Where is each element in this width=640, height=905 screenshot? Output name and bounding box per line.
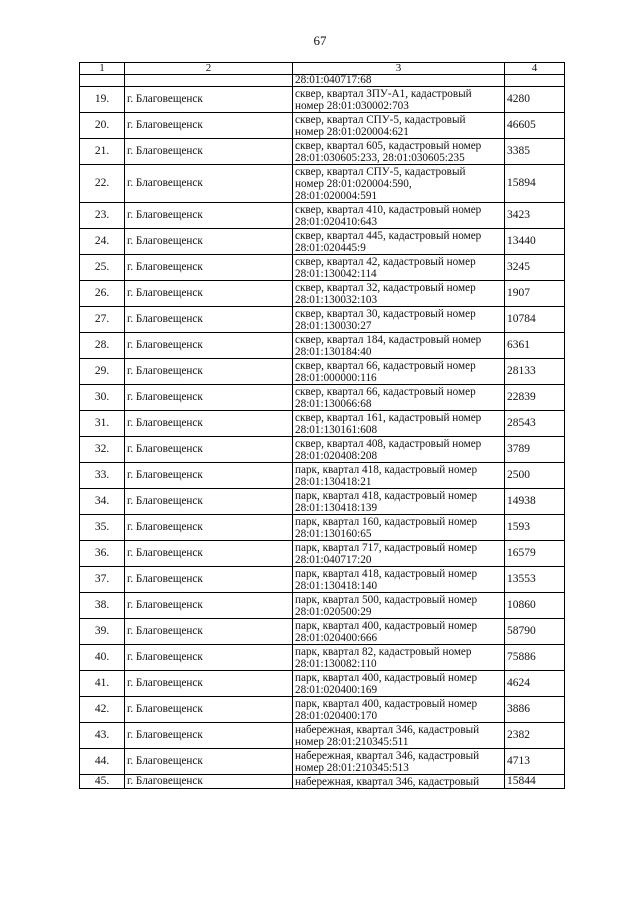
row-number: 23. xyxy=(80,203,125,229)
row-description xyxy=(293,359,505,385)
row-city: г. Благовещенск xyxy=(125,671,293,697)
row-city: г. Благовещенск xyxy=(125,645,293,671)
row-city: г. Благовещенск xyxy=(125,203,293,229)
row-city: г. Благовещенск xyxy=(125,619,293,645)
table-row xyxy=(80,775,565,789)
description-line: парк, квартал 418, кадастровый номер xyxy=(295,489,478,502)
table-row xyxy=(80,749,565,775)
row-number: 32. xyxy=(80,437,125,463)
row-number: 34. xyxy=(80,489,125,515)
row-area: 28543 xyxy=(505,411,565,437)
description-line: парк, квартал 418, кадастровый номер xyxy=(295,463,478,476)
continuation-row xyxy=(80,75,565,87)
column-number: 3 xyxy=(293,63,505,75)
row-city: г. Благовещенск xyxy=(125,411,293,437)
row-city: г. Благовещенск xyxy=(125,333,293,359)
row-description xyxy=(293,593,505,619)
description-line: 28:01:130160:65 xyxy=(295,527,372,540)
row-number: 37. xyxy=(80,567,125,593)
empty-cell xyxy=(80,75,125,87)
row-area: 1907 xyxy=(505,281,565,307)
row-number: 22. xyxy=(80,165,125,203)
row-city: г. Благовещенск xyxy=(125,437,293,463)
row-description xyxy=(293,411,505,437)
description-line: 28:01:000000:116 xyxy=(295,371,377,384)
row-area: 15844 xyxy=(505,775,565,789)
row-city: г. Благовещенск xyxy=(125,749,293,775)
description-line: сквер, квартал 410, кадастровый номер xyxy=(295,203,482,216)
description-line: сквер, квартал 30, кадастровый номер xyxy=(295,307,476,320)
row-area: 13440 xyxy=(505,229,565,255)
column-number: 2 xyxy=(125,63,293,75)
description-line: набережная, квартал 346, кадастровый xyxy=(295,749,480,762)
row-city: г. Благовещенск xyxy=(125,165,293,203)
row-number: 21. xyxy=(80,139,125,165)
row-area: 16579 xyxy=(505,541,565,567)
row-number: 24. xyxy=(80,229,125,255)
description-line: набережная, квартал 346, кадастровый xyxy=(295,723,480,736)
description-line: сквер, квартал 161, кадастровый номер xyxy=(295,411,482,424)
row-number: 25. xyxy=(80,255,125,281)
description-line: парк, квартал 400, кадастровый номер xyxy=(295,671,478,684)
row-description xyxy=(293,333,505,359)
empty-cell xyxy=(505,75,565,87)
description-line: сквер, квартал 42, кадастровый номер xyxy=(295,255,476,268)
column-number: 1 xyxy=(80,63,125,75)
row-description xyxy=(293,489,505,515)
description-line: 28:01:130418:139 xyxy=(295,501,378,514)
row-number: 19. xyxy=(80,87,125,113)
row-city: г. Благовещенск xyxy=(125,515,293,541)
description-line: сквер, квартал СПУ-5, кадастровый xyxy=(295,165,466,178)
table-row xyxy=(80,541,565,567)
row-area: 1593 xyxy=(505,515,565,541)
table-row xyxy=(80,307,565,333)
table-row xyxy=(80,359,565,385)
description-line: 28:01:020400:666 xyxy=(295,631,378,644)
table-row xyxy=(80,411,565,437)
description-line: 28:01:020004:591 xyxy=(295,189,378,202)
row-description xyxy=(293,645,505,671)
table-row xyxy=(80,281,565,307)
description-line: 28:01:130066:68 xyxy=(295,397,372,410)
row-description xyxy=(293,749,505,775)
row-city: г. Благовещенск xyxy=(125,113,293,139)
description-line: 28:01:130418:21 xyxy=(295,475,372,488)
row-number: 28. xyxy=(80,333,125,359)
description-line: сквер, квартал 408, кадастровый номер xyxy=(295,437,482,450)
row-description xyxy=(293,307,505,333)
row-area: 3245 xyxy=(505,255,565,281)
row-city: г. Благовещенск xyxy=(125,87,293,113)
row-number: 30. xyxy=(80,385,125,411)
description-line: парк, квартал 418, кадастровый номер xyxy=(295,567,478,580)
page-number: 67 xyxy=(313,33,327,48)
row-city: г. Благовещенск xyxy=(125,723,293,749)
description-line: 28:01:040717:20 xyxy=(295,553,372,566)
description-line: 28:01:030605:233, 28:01:030605:235 xyxy=(295,151,465,164)
row-number: 26. xyxy=(80,281,125,307)
row-city: г. Благовещенск xyxy=(125,281,293,307)
row-area: 3886 xyxy=(505,697,565,723)
row-description xyxy=(293,255,505,281)
row-city: г. Благовещенск xyxy=(125,359,293,385)
description-line: 28:01:020400:170 xyxy=(295,709,378,722)
description-line: сквер, квартал 605, кадастровый номер xyxy=(295,139,482,152)
row-area: 46605 xyxy=(505,113,565,139)
row-number: 27. xyxy=(80,307,125,333)
description-line: сквер, квартал 66, кадастровый номер xyxy=(295,385,476,398)
row-description xyxy=(293,437,505,463)
table-row xyxy=(80,255,565,281)
row-description xyxy=(293,229,505,255)
row-city: г. Благовещенск xyxy=(125,463,293,489)
description-line: сквер, квартал 445, кадастровый номер xyxy=(295,229,482,242)
table-row xyxy=(80,333,565,359)
row-city: г. Благовещенск xyxy=(125,307,293,333)
column-number: 4 xyxy=(505,63,565,75)
description-line: номер 28:01:020004:621 xyxy=(295,125,409,138)
description-line: 28:01:130082:110 xyxy=(295,657,377,670)
table-row xyxy=(80,723,565,749)
row-description xyxy=(293,671,505,697)
description-line: сквер, квартал 32, кадастровый номер xyxy=(295,281,476,294)
row-city: г. Благовещенск xyxy=(125,593,293,619)
table-row xyxy=(80,463,565,489)
row-description xyxy=(293,567,505,593)
column-number-row xyxy=(80,63,565,75)
row-area: 15894 xyxy=(505,165,565,203)
description-line: 28:01:020500:29 xyxy=(295,605,372,618)
row-number: 33. xyxy=(80,463,125,489)
row-city: г. Благовещенск xyxy=(125,489,293,515)
description-line: номер 28:01:030002:703 xyxy=(295,99,409,112)
description-line: набережная, квартал 346, кадастровый xyxy=(295,775,480,788)
row-area: 3423 xyxy=(505,203,565,229)
row-city: г. Благовещенск xyxy=(125,567,293,593)
row-number: 43. xyxy=(80,723,125,749)
row-description xyxy=(293,515,505,541)
row-description xyxy=(293,87,505,113)
description-line: 28:01:020410:643 xyxy=(295,215,378,228)
row-description xyxy=(293,775,505,789)
row-area: 10860 xyxy=(505,593,565,619)
row-number: 40. xyxy=(80,645,125,671)
row-description xyxy=(293,723,505,749)
row-area: 6361 xyxy=(505,333,565,359)
table-row xyxy=(80,87,565,113)
description-line: номер 28:01:210345:513 xyxy=(295,761,409,774)
table-row xyxy=(80,567,565,593)
row-number: 20. xyxy=(80,113,125,139)
row-area: 10784 xyxy=(505,307,565,333)
row-number: 36. xyxy=(80,541,125,567)
description-line: парк, квартал 160, кадастровый номер xyxy=(295,515,478,528)
row-description xyxy=(293,139,505,165)
row-city: г. Благовещенск xyxy=(125,541,293,567)
description-line: 28:01:020445:9 xyxy=(295,241,366,254)
row-number: 45. xyxy=(80,775,125,789)
description-line: 28:01:130042:114 xyxy=(295,267,377,280)
row-city: г. Благовещенск xyxy=(125,139,293,165)
row-description xyxy=(293,541,505,567)
registry-table xyxy=(79,62,565,789)
description-line: сквер, квартал СПУ-5, кадастровый xyxy=(295,113,466,126)
table-row xyxy=(80,113,565,139)
table-row xyxy=(80,671,565,697)
row-number: 44. xyxy=(80,749,125,775)
table-row xyxy=(80,619,565,645)
row-city: г. Благовещенск xyxy=(125,229,293,255)
row-number: 35. xyxy=(80,515,125,541)
row-number: 39. xyxy=(80,619,125,645)
row-description xyxy=(293,385,505,411)
row-area: 28133 xyxy=(505,359,565,385)
empty-cell xyxy=(125,75,293,87)
row-number: 41. xyxy=(80,671,125,697)
table-row xyxy=(80,203,565,229)
table-body xyxy=(80,63,565,789)
row-area: 22839 xyxy=(505,385,565,411)
row-area: 4280 xyxy=(505,87,565,113)
description-line: номер 28:01:210345:511 xyxy=(295,735,409,748)
row-area: 13553 xyxy=(505,567,565,593)
table-row xyxy=(80,697,565,723)
row-description xyxy=(293,697,505,723)
description-line: парк, квартал 82, кадастровый номер xyxy=(295,645,472,658)
row-area: 58790 xyxy=(505,619,565,645)
description-line: сквер, квартал ЗПУ-А1, кадастровый xyxy=(295,87,472,100)
description-line: парк, квартал 717, кадастровый номер xyxy=(295,541,478,554)
row-area: 75886 xyxy=(505,645,565,671)
row-area: 3385 xyxy=(505,139,565,165)
row-description xyxy=(293,165,505,203)
description-line: номер 28:01:020004:590, xyxy=(295,177,412,190)
row-city: г. Благовещенск xyxy=(125,775,293,789)
description-line: парк, квартал 500, кадастровый номер xyxy=(295,593,478,606)
description-line: 28:01:130161:608 xyxy=(295,423,378,436)
row-city: г. Благовещенск xyxy=(125,697,293,723)
row-area: 4624 xyxy=(505,671,565,697)
row-number: 29. xyxy=(80,359,125,385)
continuation-text: 28:01:040717:68 xyxy=(293,75,505,87)
row-area: 14938 xyxy=(505,489,565,515)
row-description xyxy=(293,619,505,645)
table-row xyxy=(80,385,565,411)
description-line: 28:01:130418:140 xyxy=(295,579,378,592)
row-city: г. Благовещенск xyxy=(125,255,293,281)
row-area: 3789 xyxy=(505,437,565,463)
description-line: 28:01:130030:27 xyxy=(295,319,372,332)
row-city: г. Благовещенск xyxy=(125,385,293,411)
row-area: 2500 xyxy=(505,463,565,489)
row-area: 2382 xyxy=(505,723,565,749)
row-description xyxy=(293,463,505,489)
description-line: 28:01:130184:40 xyxy=(295,345,372,358)
description-line: 28:01:020408:208 xyxy=(295,449,378,462)
table-row xyxy=(80,165,565,203)
description-line: сквер, квартал 184, кадастровый номер xyxy=(295,333,482,346)
row-description xyxy=(293,203,505,229)
table-row xyxy=(80,515,565,541)
table-row xyxy=(80,593,565,619)
description-line: 28:01:020400:169 xyxy=(295,683,378,696)
row-number: 42. xyxy=(80,697,125,723)
table-row xyxy=(80,229,565,255)
row-description xyxy=(293,113,505,139)
description-line: 28:01:130032:103 xyxy=(295,293,378,306)
description-line: сквер, квартал 66, кадастровый номер xyxy=(295,359,476,372)
row-number: 31. xyxy=(80,411,125,437)
table-row xyxy=(80,139,565,165)
table-row xyxy=(80,437,565,463)
table-row xyxy=(80,489,565,515)
row-description xyxy=(293,281,505,307)
table-row xyxy=(80,645,565,671)
row-area: 4713 xyxy=(505,749,565,775)
description-line: парк, квартал 400, кадастровый номер xyxy=(295,697,478,710)
row-number: 38. xyxy=(80,593,125,619)
description-line: парк, квартал 400, кадастровый номер xyxy=(295,619,478,632)
